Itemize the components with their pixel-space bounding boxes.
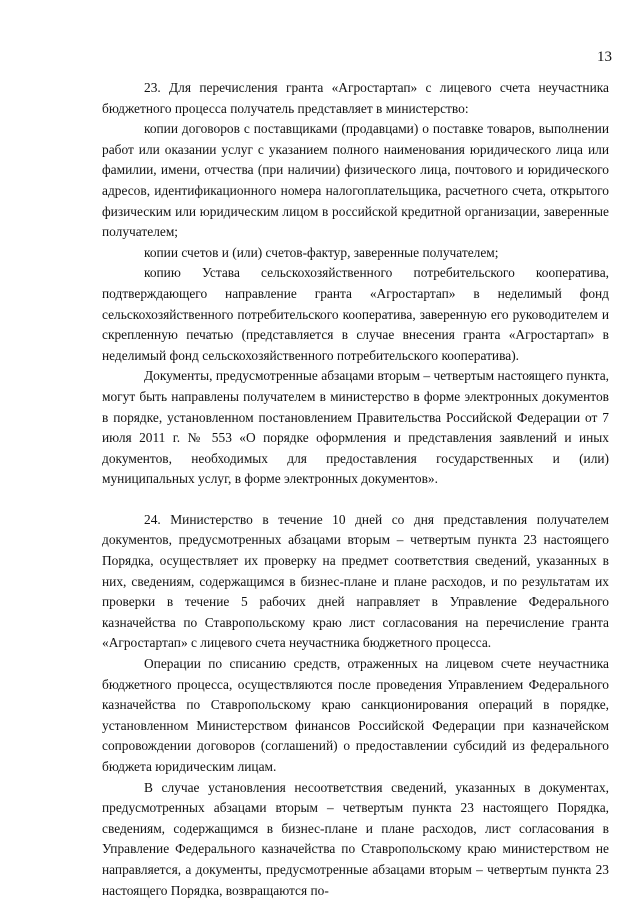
section-23-paragraph-4: копию Устава сельскохозяйственного потребительского кооператива, подтверждающего направление гранта «Агростартап» в неделимый фонд сельскохозяйственного потребительского кооператива, заверенную его руководителем и скрепленную печатью (представляется в случае внесения гранта «Агростартап» в неделимый фонд сельскохозяйственного потребительского кооператива). <box>102 265 609 363</box>
section-23-paragraph-1: 23. Для перечисления гранта «Агростартап» с лицевого счета неучастника бюджетного процесса получатель представляет в министерство: <box>102 80 609 116</box>
document-body <box>102 78 609 901</box>
page-number: 13 <box>597 49 612 65</box>
section-23-paragraph-2: копии договоров с поставщиками (продавцами) о поставке товаров, выполнении работ или оказании услуг с указанием полного наименования юридического лица или фамилии, имени, отчества (при наличии) физического лица, почтового и юридического адресов, идентификационного номера налогоплательщика, расчетного счета, открытого физическим или юридическим лицом в российской кредитной организации, заверенные получателем; <box>102 121 609 240</box>
section-24-paragraph-1: 24. Министерство в течение 10 дней со дня представления получателем документов, предусмотренных абзацами вторым – четвертым пункта 23 настоящего Порядка, осуществляет их проверку на предмет соответствия сведений, указанных в них, сведениям, содержащимся в бизнес-плане и плане расходов, и по результатам их проверки в течение 5 рабочих дней направляет в Управление Федерального казначейства по Ставропольскому краю лист согласования на перечисление гранта «Агростартап» с лицевого счета неучастника бюджетного процесса. <box>102 511 609 651</box>
section-24-paragraph-2: Операции по списанию средств, отраженных на лицевом счете неучастника бюджетного процесса, осуществляются после проведения Управлением Федерального казначейства по Ставропольскому краю санкционирования операций в порядке, установленном Министерством финансов Российской Федерации при казначейском сопровождении договоров (соглашений) о предоставлении субсидий из федерального бюджета юридическим лицам. <box>102 656 609 774</box>
section-24-paragraph-3: В случае установления несоответствия сведений, указанных в документах, предусмотренных абзацами вторым – четвертым пункта 23 настоящего Порядка, сведениям, содержащимся в бизнес-плане и плане расходов, лист согласования в Управление Федерального казначейства по Ставропольскому краю министерством не направляется, а документы, предусмотренные абзацами вторым – четвертым пункта 23 настоящего Порядка, возвращаются по- <box>102 779 609 898</box>
section-23-paragraph-3: копии счетов и (или) счетов-фактур, заверенные получателем; <box>144 244 499 260</box>
section-23-paragraph-5: Документы, предусмотренные абзацами вторым – четвертым настоящего пункта, могут быть направлены получателем в министерство в форме электронных документов в порядке, установленном постановлением Правительства Российской Федерации от 7 июля 2011 г. № 553 «О порядке оформления и представления заявлений и иных документов, необходимых для предоставления государственных и (или) муниципальных услуг, в форме электронных документов». <box>102 368 609 487</box>
section-spacer <box>102 490 609 510</box>
